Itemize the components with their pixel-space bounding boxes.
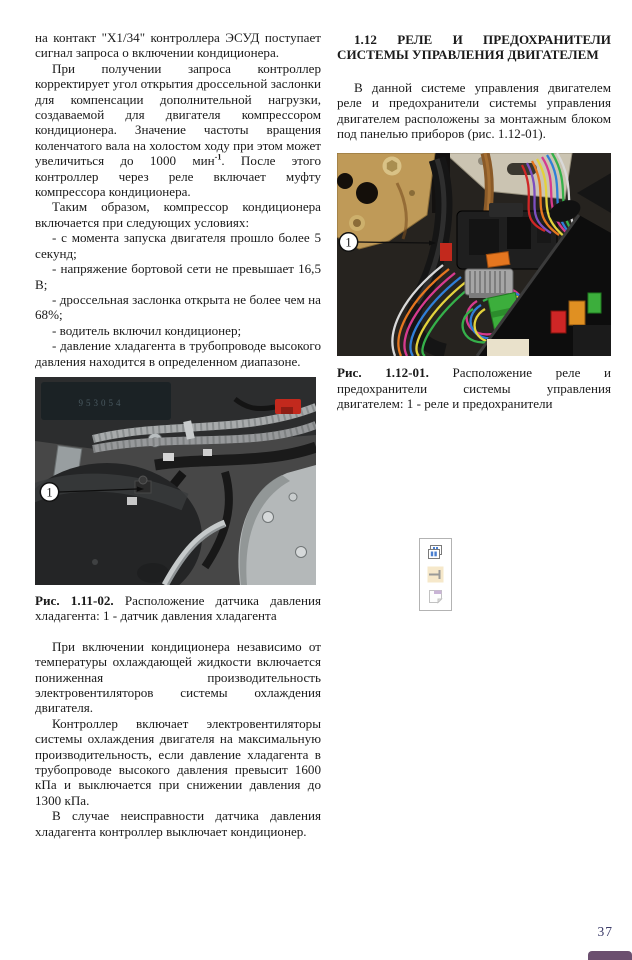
annotation-toolbar[interactable] [419, 538, 452, 611]
list-item: - напряжение бортовой сети не превышает 16,5 В; [35, 261, 321, 292]
figure-caption-text: Расположение реле и предохранители системы управления двигателем: 1 - реле и предохранители [337, 365, 612, 412]
figure-1-12-01 [337, 153, 611, 411]
list-item: - давление хладагента в трубопроводе высокого давления находится в определенном диапазоне. [35, 338, 321, 369]
cascade-pages-icon[interactable] [427, 544, 444, 561]
figure-caption-text: Расположение датчика давления хладагента: 1 - датчик давления хладагента [35, 592, 321, 624]
paragraph: В случае неисправности датчика давления хладагента контроллер выключает кондиционер. [35, 808, 321, 839]
paragraph: При включении кондиционера независимо от температуры охлаждающей жидкости включается пониженная производительность электровентиляторов системы охлаждения двигателя. [35, 638, 321, 716]
figure-caption [337, 365, 611, 411]
list-item: - дроссельная заслонка открыта не более чем на 68%; [35, 291, 321, 323]
text-select-icon[interactable] [427, 566, 444, 583]
bottom-right-tab[interactable] [588, 951, 632, 960]
list-item: - водитель включил кондиционер; [52, 322, 242, 338]
callout-1-badge [40, 483, 58, 501]
right-column [337, 30, 611, 412]
paragraph: Таким образом, компрессор кондиционера включается при следующих условиях: [35, 199, 321, 230]
svg-text:1: 1 [345, 235, 352, 250]
figure-caption [35, 593, 321, 624]
figure-1-11-02 [35, 377, 321, 624]
sticky-note-icon[interactable] [427, 588, 444, 605]
left-column-lower-text [35, 639, 321, 839]
figure-caption-label: Рис. 1.12-01. [337, 365, 429, 381]
stamped-number: 953054 [78, 397, 124, 408]
figure-caption-label: Рис. 1.11-02. [35, 592, 114, 608]
figure-1-11-02-photo [35, 377, 321, 585]
paragraph-text: . После этого контроллер через реле включает муфту компрессора кондиционера. [35, 153, 321, 200]
superscript: -1 [214, 152, 222, 162]
paragraph: Контроллер включает электровентиляторы системы охлаждения двигателя на максимальную производительность, если давление хладагента в трубопроводе высокого давления превысит 1600 кПа и выключается при снижении давления до 1300 кПа. [35, 715, 321, 808]
callout-1-badge [339, 233, 357, 251]
figure-1-12-01-photo [337, 153, 611, 356]
section-heading: 1.12 РЕЛЕ И ПРЕДОХРАНИТЕЛИ СИСТЕМЫ УПРАВЛЕНИЯ ДВИГАТЕЛЕМ [337, 32, 611, 63]
paragraph: на контакт "X1/34" контроллера ЭСУД поступает сигнал запроса о включении кондиционера. [35, 30, 321, 61]
paragraph [35, 61, 321, 200]
list-item: - с момента запуска двигателя прошло более 5 секунд; [35, 230, 321, 261]
paragraph-text: При получении запроса контроллер корректирует угол открытия дроссельной заслонки для компенсации дополнительной нагрузки, создаваемой для двигателя компрессором кондиционера. Значение частоты вращения коленчатого вала на холостом ходу при этом может увеличиться до 1000 мин [35, 60, 321, 169]
page-number: 37 [597, 924, 613, 939]
svg-text:1: 1 [46, 485, 53, 500]
paragraph: В данной системе управления двигателем реле и предохранители системы управления двигателем расположены за монтажным блоком под панелью приборов (рис. 1.12-01). [337, 79, 611, 142]
left-column [35, 30, 321, 839]
